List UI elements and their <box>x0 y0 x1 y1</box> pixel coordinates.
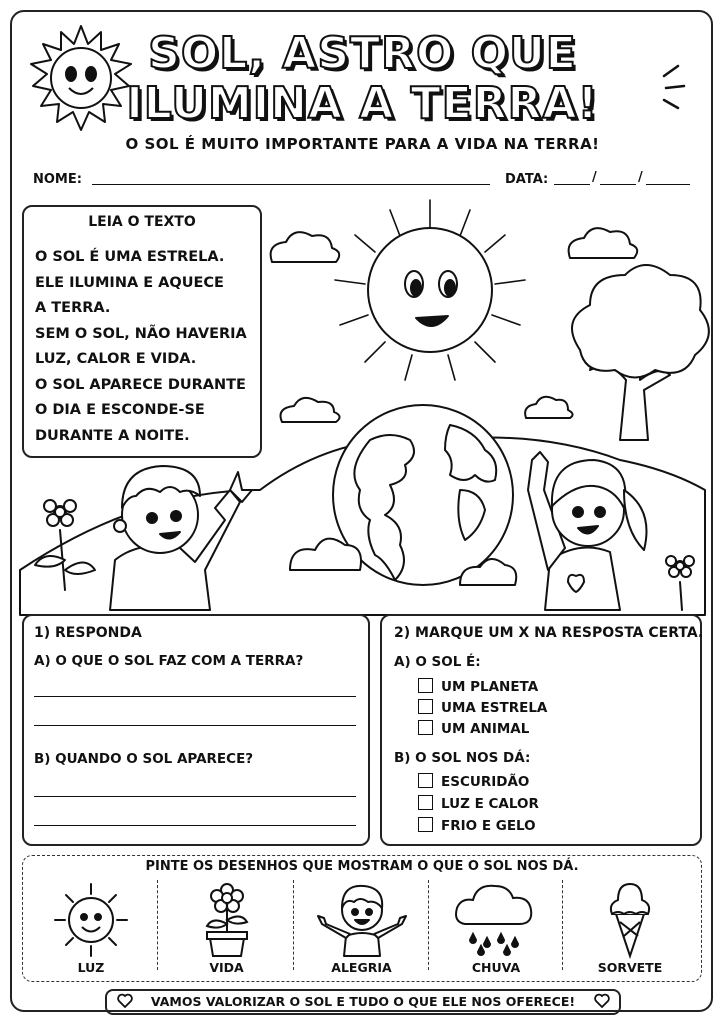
cloud-icon <box>525 397 572 418</box>
date-separator: / <box>592 170 597 185</box>
question-2-heading: 2) MARQUE UM X NA RESPOSTA CERTA. <box>394 625 704 641</box>
question-1b: B) QUANDO O SOL APARECE? <box>34 751 254 767</box>
date-month-field[interactable] <box>600 184 636 185</box>
paint-label: SORVETE <box>597 960 663 975</box>
cloud-icon <box>281 398 340 422</box>
footer-message: VAMOS VALORIZAR O SOL E TUDO O QUE ELE NOS OFERECE! <box>150 994 576 1009</box>
checkbox[interactable] <box>418 773 433 788</box>
reading-line: SEM O SOL, NÃO HAVERIA <box>35 325 247 342</box>
tree-icon <box>572 265 709 440</box>
reading-line: DURANTE A NOITE. <box>35 427 190 444</box>
question-1-heading: 1) RESPONDA <box>34 625 142 641</box>
paint-item-chuva[interactable] <box>430 880 562 975</box>
paint-label: LUZ <box>77 960 105 975</box>
checkbox[interactable] <box>418 699 433 714</box>
checkbox[interactable] <box>418 678 433 693</box>
reading-line: LUZ, CALOR E VIDA. <box>35 351 197 367</box>
happy-child-icon <box>312 880 412 956</box>
option-luz-e-calor[interactable]: LUZ E CALOR <box>418 795 539 816</box>
heart-icon <box>117 994 133 1008</box>
heart-icon <box>594 994 610 1008</box>
cloud-icon <box>271 232 340 262</box>
option-frio-e-gelo[interactable]: FRIO E GELO <box>418 817 536 838</box>
option-uma-estrela[interactable]: UMA ESTRELA <box>418 699 547 720</box>
paint-label: ALEGRIA <box>331 960 392 975</box>
reading-line: A TERRA. <box>35 300 111 316</box>
divider <box>157 880 158 970</box>
reading-line: O SOL APARECE DURANTE <box>35 376 246 393</box>
paint-item-sorvete[interactable] <box>564 880 696 975</box>
question-2a: A) O SOL É: <box>394 654 481 670</box>
sun-icon <box>46 882 136 958</box>
date-label: DATA: <box>505 172 549 187</box>
checkbox[interactable] <box>418 795 433 810</box>
answer-line[interactable] <box>34 696 356 697</box>
paint-instruction: PINTE OS DESENHOS QUE MOSTRAM O QUE O SOL NOS DÁ. <box>145 859 579 874</box>
ice-cream-icon <box>600 880 660 958</box>
subtitle: O SOL É MUITO IMPORTANTE PARA A VIDA NA TERRA! <box>125 135 600 153</box>
title-line-2: ILUMINA A TERRA! <box>126 78 599 129</box>
question-1a: A) O QUE O SOL FAZ COM A TERRA? <box>34 653 304 669</box>
cloud-icon <box>569 228 638 258</box>
paint-label: VIDA <box>209 960 244 975</box>
option-um-animal[interactable]: UM ANIMAL <box>418 720 529 741</box>
option-um-planeta[interactable]: UM PLANETA <box>418 678 538 699</box>
answer-line[interactable] <box>34 825 356 826</box>
divider <box>428 880 429 970</box>
divider <box>562 880 563 970</box>
flower-pot-icon <box>197 880 257 958</box>
paint-item-luz[interactable] <box>25 880 157 975</box>
reading-line: O SOL É UMA ESTRELA. <box>35 249 225 265</box>
reading-line: ELE ILUMINA E AQUECE <box>35 274 224 291</box>
rain-cloud-icon <box>451 880 541 956</box>
name-field[interactable] <box>92 184 490 185</box>
scene-illustration <box>20 190 705 615</box>
checkbox[interactable] <box>418 817 433 832</box>
answer-line[interactable] <box>34 796 356 797</box>
big-sun-icon <box>335 200 525 380</box>
checkbox[interactable] <box>418 720 433 735</box>
name-label: NOME: <box>33 172 82 187</box>
paint-item-vida[interactable] <box>160 880 293 975</box>
date-day-field[interactable] <box>554 184 590 185</box>
option-escuridao[interactable]: ESCURIDÃO <box>418 773 529 794</box>
question-2b: B) O SOL NOS DÁ: <box>394 750 531 766</box>
date-year-field[interactable] <box>646 184 690 185</box>
sparkle-icon <box>660 62 690 112</box>
reading-heading: LEIA O TEXTO <box>88 214 196 230</box>
date-separator: / <box>638 170 643 185</box>
question-1-box <box>22 614 370 846</box>
title-line-1: SOL, ASTRO QUE <box>148 28 577 79</box>
divider <box>293 880 294 970</box>
paint-label: CHUVA <box>471 960 521 975</box>
reading-line: O DIA E ESCONDE-SE <box>35 402 205 418</box>
answer-line[interactable] <box>34 725 356 726</box>
paint-item-alegria[interactable] <box>295 880 428 975</box>
